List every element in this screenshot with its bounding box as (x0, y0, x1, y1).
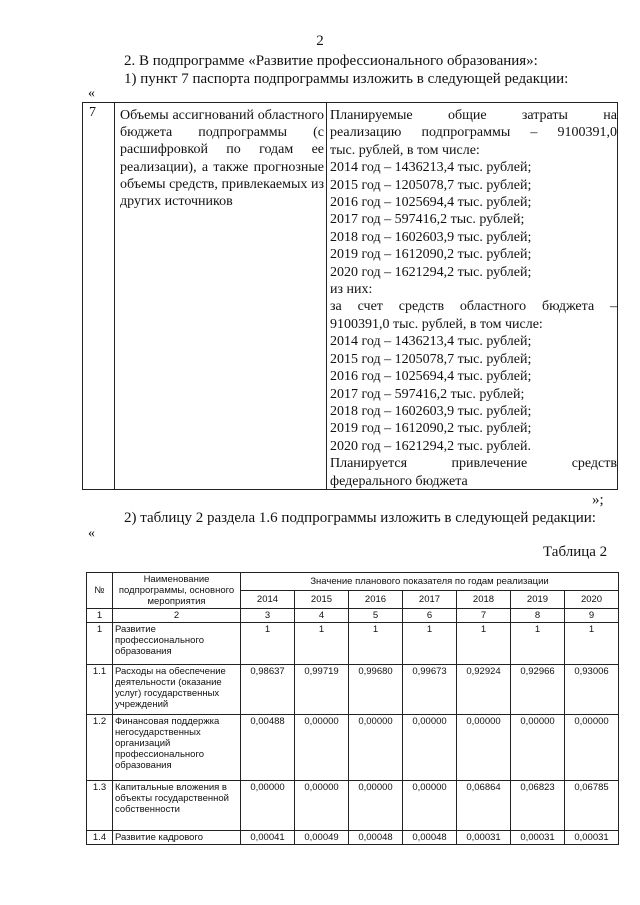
col-number: 1 (87, 609, 113, 623)
word: областного (459, 299, 527, 315)
year-total-line: 2016 год – 1025694,4 тыс. рублей; (330, 195, 532, 211)
passport-row-label: Объемы ассигнований областного бюджета подпрограммы (с расшифровкой по годам ее реализации), а также прогнозные объемы средств, привлекаемых из других источников (115, 103, 327, 489)
row-value: 0,00000 (295, 781, 349, 831)
row-value: 0,00488 (241, 715, 295, 781)
regional-line (330, 298, 617, 315)
word: бюджета (541, 299, 595, 315)
word: – (530, 125, 538, 141)
word: затраты (521, 108, 568, 123)
row-value: 1 (349, 623, 403, 665)
row-value: 0,00000 (349, 781, 403, 831)
row-value: 0,98637 (241, 665, 295, 715)
word: счет (357, 299, 383, 315)
col-number: 6 (403, 609, 457, 623)
header-year: 2014 (241, 591, 295, 609)
row-value: 0,92966 (511, 665, 565, 715)
row-value: 1 (295, 623, 349, 665)
year-total-line: 2014 год – 1436213,4 тыс. рублей; (330, 160, 532, 176)
close-quote: »; (592, 492, 604, 508)
row-num: 1.4 (87, 831, 113, 845)
table-caption: Таблица 2 (543, 544, 608, 560)
value-line-3: тыс. рублей, в том числе: (330, 142, 480, 158)
value-line-2 (330, 124, 617, 141)
word: привлечение (451, 456, 528, 472)
col-number: 8 (511, 609, 565, 623)
year-regional-line: 2020 год – 1621294,2 тыс. рублей. (330, 438, 531, 454)
word: на (603, 108, 617, 123)
row-value: 0,00031 (565, 831, 619, 845)
row-value: 1 (511, 623, 565, 665)
word: 9100391,0 (557, 125, 617, 141)
year-regional-line: 2017 год – 597416,2 тыс. рублей; (330, 386, 525, 402)
header-year: 2016 (349, 591, 403, 609)
row-value: 1 (457, 623, 511, 665)
row-value: 0,00000 (295, 715, 349, 781)
word: средств (398, 299, 445, 315)
year-regional-line: 2014 год – 1436213,4 тыс. рублей; (330, 334, 532, 350)
col-number: 5 (349, 609, 403, 623)
row-value: 0,00041 (241, 831, 295, 845)
year-regional-line: 2015 год – 1205078,7 тыс. рублей; (330, 351, 532, 367)
header-year: 2020 (565, 591, 619, 609)
page-number: 2 (316, 33, 324, 49)
col-number: 3 (241, 609, 295, 623)
table-row (87, 781, 619, 831)
regional-total-line: 9100391,0 тыс. рублей, в том числе: (330, 316, 543, 332)
header-year: 2017 (403, 591, 457, 609)
year-regional-line: 2018 год – 1602603,9 тыс. рублей; (330, 403, 532, 419)
passport-table (82, 102, 618, 490)
col-number: 9 (565, 609, 619, 623)
row-value: 0,00031 (511, 831, 565, 845)
table-row (87, 623, 619, 665)
row-value: 1 (565, 623, 619, 665)
table-row (87, 665, 619, 715)
open-quote-2: « (88, 526, 95, 541)
table-row (87, 715, 619, 781)
word: подпрограммы (421, 125, 511, 141)
row-num: 1.1 (87, 665, 113, 715)
row-value: 1 (241, 623, 295, 665)
row-value: 0,99719 (295, 665, 349, 715)
row-value: 0,00000 (565, 715, 619, 781)
row-value: 0,00000 (349, 715, 403, 781)
row-value: 0,00049 (295, 831, 349, 845)
row-value: 0,00000 (403, 715, 457, 781)
word: Планируется (330, 456, 408, 472)
header-year: 2015 (295, 591, 349, 609)
row-num: 1 (87, 623, 113, 665)
of-them-line: из них: (330, 282, 373, 298)
header-year: 2019 (511, 591, 565, 609)
point-2: 2) таблицу 2 раздела 1.6 подпрограммы изложить в следующей редакции: (124, 510, 596, 526)
year-regional-line: 2019 год – 1612090,2 тыс. рублей; (330, 421, 532, 437)
row-value: 0,00000 (403, 781, 457, 831)
row-name: Расходы на обеспечение деятельности (оказание услуг) государственных учреждений (113, 665, 241, 715)
intro-line-2: 1) пункт 7 паспорта подпрограммы изложить в следующей редакции: (124, 71, 569, 87)
row-name: Развитие профессионального образования (113, 623, 241, 665)
table-row (87, 831, 619, 845)
intro-line-1: 2. В подпрограмме «Развитие профессионального образования»: (124, 53, 538, 69)
row-value: 0,99680 (349, 665, 403, 715)
value-line-1 (330, 107, 617, 124)
row-value: 0,00048 (403, 831, 457, 845)
word: средств (571, 456, 617, 472)
row-value: 1 (403, 623, 457, 665)
header-year: 2018 (457, 591, 511, 609)
open-quote: « (88, 86, 95, 101)
year-total-line: 2019 год – 1612090,2 тыс. рублей; (330, 247, 532, 263)
word: общие (447, 108, 487, 123)
word: Планируемые (330, 108, 413, 123)
row-value: 0,00031 (457, 831, 511, 845)
col-number: 2 (113, 609, 241, 623)
header-num: № (87, 573, 113, 609)
row-value: 0,00000 (511, 715, 565, 781)
federal-line (330, 455, 617, 472)
year-regional-line: 2016 год – 1025694,4 тыс. рублей; (330, 369, 532, 385)
header-values: Значение планового показателя по годам реализации (241, 573, 619, 591)
indicator-table (86, 572, 619, 845)
year-total-line: 2017 год – 597416,2 тыс. рублей; (330, 212, 525, 228)
row-value: 0,93006 (565, 665, 619, 715)
row-value: 0,92924 (457, 665, 511, 715)
row-name: Финансовая поддержка негосударственных организаций профессионального образования (113, 715, 241, 781)
federal-line-2: федерального бюджета (330, 473, 468, 489)
row-value: 0,00048 (349, 831, 403, 845)
row-name: Капитальные вложения в объекты государственной собственности (113, 781, 241, 831)
header-name: Наименование подпрограммы, основного мероприятия (113, 573, 241, 609)
year-total-line: 2018 год – 1602603,9 тыс. рублей; (330, 229, 532, 245)
col-number: 4 (295, 609, 349, 623)
row-value: 0,06823 (511, 781, 565, 831)
year-total-line: 2020 год – 1621294,2 тыс. рублей; (330, 264, 532, 280)
passport-row-number: 7 (83, 103, 115, 489)
row-value: 0,00000 (241, 781, 295, 831)
row-value: 0,99673 (403, 665, 457, 715)
row-num: 1.2 (87, 715, 113, 781)
word: реализацию (330, 125, 402, 141)
year-total-line: 2015 год – 1205078,7 тыс. рублей; (330, 177, 532, 193)
row-value: 0,00000 (457, 715, 511, 781)
row-name: Развитие кадрового (113, 831, 241, 845)
row-value: 0,06864 (457, 781, 511, 831)
word: за (330, 299, 342, 315)
col-number: 7 (457, 609, 511, 623)
passport-row-value (327, 103, 619, 489)
word: – (610, 299, 617, 315)
row-value: 0,06785 (565, 781, 619, 831)
row-num: 1.3 (87, 781, 113, 831)
